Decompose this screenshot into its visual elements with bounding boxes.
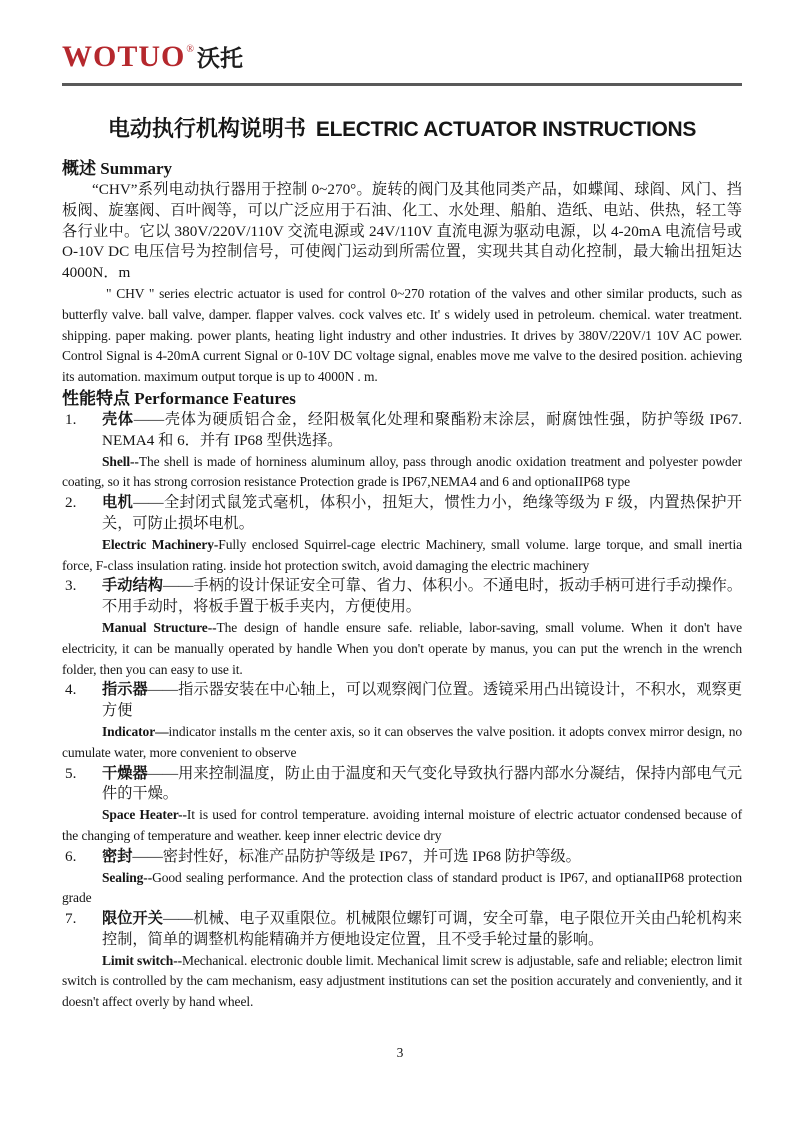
feature-term-chinese: 壳体 bbox=[102, 410, 134, 428]
feature-text-english bbox=[62, 452, 742, 494]
feature-text-english bbox=[62, 868, 742, 910]
summary-heading bbox=[62, 158, 742, 180]
feature-number: 3. bbox=[65, 577, 77, 595]
feature-text-chinese bbox=[65, 909, 743, 951]
feature-desc-chinese: ——全封闭式鼠笼式毫机，体积小，扭矩大，惯性力小，绝缘等级为 F 级，内置热保护开关，可防止损坏电机。 bbox=[102, 494, 742, 532]
feature-number: 4. bbox=[65, 681, 77, 699]
feature-desc-english: Fully enclosed Squirrel-cage electric Machinery, small volume. large torque, and small inertia force, F-class insulation rating. inside hot protection switch, avoid damaging the electric machinery bbox=[62, 536, 742, 573]
feature-text-english bbox=[62, 618, 742, 680]
feature-term-english: Space Heater-- bbox=[102, 807, 187, 823]
feature-term-english: Indicator— bbox=[102, 723, 169, 739]
feature-desc-english: The design of handle ensure safe. reliable, labor-saving, small volume. When it don't have electricity, it can be manually operated by handle When you don't operate by manus, you can put the wrench in the wrench folder, then you can easy to use it. bbox=[62, 619, 742, 677]
summary-section bbox=[62, 158, 742, 388]
feature-number: 6. bbox=[65, 847, 77, 865]
feature-desc-chinese: ——机械、电子双重限位。机械限位螺钉可调，安全可靠，电子限位开关由凸轮机构来控制，简单的调整机构能精确并方便地设定位置，且不受手轮过量的影响。 bbox=[102, 910, 743, 948]
feature-term-english: Limit switch-- bbox=[102, 952, 182, 968]
feature-term-chinese: 手动结构 bbox=[102, 577, 163, 595]
registered-trademark-icon: ® bbox=[186, 44, 194, 55]
features-heading-chinese: 性能特点 bbox=[62, 388, 130, 408]
feature-item-limit-switch bbox=[62, 909, 742, 1013]
feature-text-chinese bbox=[65, 410, 742, 452]
feature-text-english bbox=[62, 535, 742, 577]
feature-desc-english: The shell is made of horniness aluminum alloy, pass through anodic oxidation treatment and polyester powder coating, so it has strong corrosion resistance Protection grade is IP67,NEMA4 and 6 and optionaIIP68 type bbox=[62, 453, 742, 490]
feature-desc-chinese: ——用来控制温度，防止由于温度和天气变化导致执行器内部水分凝结，保持内部电气元件的干燥。 bbox=[102, 764, 743, 803]
feature-text-english bbox=[62, 951, 742, 1013]
feature-number: 1. bbox=[65, 410, 77, 428]
feature-item-shell bbox=[62, 410, 742, 493]
feature-number: 2. bbox=[65, 494, 77, 512]
feature-text-chinese bbox=[65, 493, 742, 535]
feature-item-indicator bbox=[62, 680, 742, 763]
feature-term-chinese: 电机 bbox=[102, 494, 134, 512]
feature-term-chinese: 干燥器 bbox=[102, 764, 148, 782]
summary-paragraph-chinese: “CHV”系列电动执行器用于控制 0~270°。旋转的阀门及其他同类产品，如蝶闻、球阎、风门、挡板阀、旋塞阀、百叶阀等，可以广泛应用于石油、化工、水处理、船舶、造纸、电站、供热，轻工等各行业中。它以 380V/220V/110V 交流电源或 24V/110V 直流电源为驱动电源，以 4-20mA 电流信号或 O-10V DC 电压信号为控制信号，可使阀门运动到所需位置，实现共其自动化控制，最大输出扭矩达 4000N．m bbox=[62, 181, 742, 282]
feature-desc-chinese: ——壳体为硬质铝合金，经阳极氧化处理和聚酯粉末涂层，耐腐蚀性强，防护等级 IP67. NEMA4 和 6．并有 IP68 型供选择。 bbox=[102, 410, 742, 449]
features-list bbox=[62, 410, 742, 1013]
page-footer bbox=[0, 1044, 800, 1062]
feature-term-english: Manual Structure-- bbox=[102, 619, 217, 635]
feature-text-chinese bbox=[65, 680, 743, 722]
feature-item-sealing bbox=[62, 847, 742, 909]
summary-heading-chinese: 概述 bbox=[62, 159, 96, 178]
feature-text-chinese bbox=[65, 847, 742, 868]
feature-term-english: Electric Machinery- bbox=[102, 536, 219, 552]
document-title bbox=[62, 110, 742, 145]
document-title-chinese: 电动执行机构说明书 bbox=[107, 116, 306, 141]
feature-text-chinese bbox=[65, 576, 743, 618]
feature-number: 5. bbox=[65, 764, 77, 782]
features-heading-english: Performance Features bbox=[134, 388, 296, 408]
feature-item-manual-structure bbox=[62, 576, 742, 680]
feature-term-chinese: 限位开关 bbox=[102, 910, 163, 928]
feature-desc-chinese: ——密封性好，标准产品防护等级是 IP67，并可选 IP68 防护等级。 bbox=[132, 847, 581, 865]
page-header bbox=[62, 0, 742, 86]
summary-heading-english: Summary bbox=[100, 159, 173, 178]
feature-term-english: Sealing-- bbox=[102, 869, 153, 885]
feature-desc-english: It is used for control temperature. avoiding internal moisture of electric actuator condensed because of the changing of temperature and weather. keep inner electric device dry bbox=[62, 807, 742, 843]
page-number: 3 bbox=[396, 1045, 404, 1060]
summary-paragraph-english: " CHV " series electric actuator is used for control 0~270 rotation of the valves and other similar products, such as butterfly valve. ball valve, damper. flapper valves. cock valves etc. It' s widely used in petroleum. chemical. water treatment. shipping. paper making. power plants, heating light industry and other industries. It drives by 380V/220V/1 10V AC power. Control Signal is 4-20mA current Signal or 0-10V DC voltage signal, enables move me valve to the desired position. achieving its automation. maximum output torque is up to 4000N . m. bbox=[62, 285, 742, 385]
feature-item-motor bbox=[62, 493, 742, 576]
feature-term-chinese: 指示器 bbox=[102, 681, 148, 699]
brand-wordmark: WOTUO bbox=[62, 40, 186, 73]
feature-term-english: Shell-- bbox=[102, 453, 139, 469]
document-title-english: ELECTRIC ACTUATOR INSTRUCTIONS bbox=[315, 118, 697, 141]
page-content bbox=[62, 0, 742, 1013]
feature-item-space-heater bbox=[62, 764, 742, 847]
features-section bbox=[62, 388, 742, 1013]
feature-text-chinese bbox=[65, 764, 743, 806]
feature-desc-chinese: ——手柄的设计保证安全可靠、省力、体积小。不通电时，扳动手柄可进行手动操作。不用手动时，将板手置于板手夹内，方便使用。 bbox=[102, 577, 743, 616]
feature-desc-chinese: ——指示器安装在中心轴上，可以观察阀门位置。透镜采用凸出镜设计，不积水，观察更方便 bbox=[102, 681, 743, 720]
feature-desc-english: Mechanical. electronic double limit. Mechanical limit screw is adjustable, safe and reliable; electron limit switch is controlled by the cam mechanism, easy adjustment institutions can set the position accurately and conveniently, and it doesn't affect overly by hand wheel. bbox=[62, 952, 742, 1010]
brand-logo bbox=[62, 34, 742, 78]
brand-name-chinese: 沃托 bbox=[196, 45, 243, 71]
features-heading bbox=[62, 388, 742, 410]
feature-term-chinese: 密封 bbox=[102, 847, 133, 865]
feature-desc-english: Good sealing performance. And the protection class of standard product is IP67, and optianaIIP68 protection grade bbox=[62, 869, 742, 906]
feature-text-english bbox=[62, 805, 742, 847]
feature-desc-english: indicator installs m the center axis, so it can observes the valve position. it adopts convex mirror design, no cumulate water, more convenient to observe bbox=[62, 723, 742, 760]
feature-number: 7. bbox=[65, 910, 77, 928]
header-divider bbox=[62, 83, 742, 86]
feature-text-english bbox=[62, 722, 742, 764]
